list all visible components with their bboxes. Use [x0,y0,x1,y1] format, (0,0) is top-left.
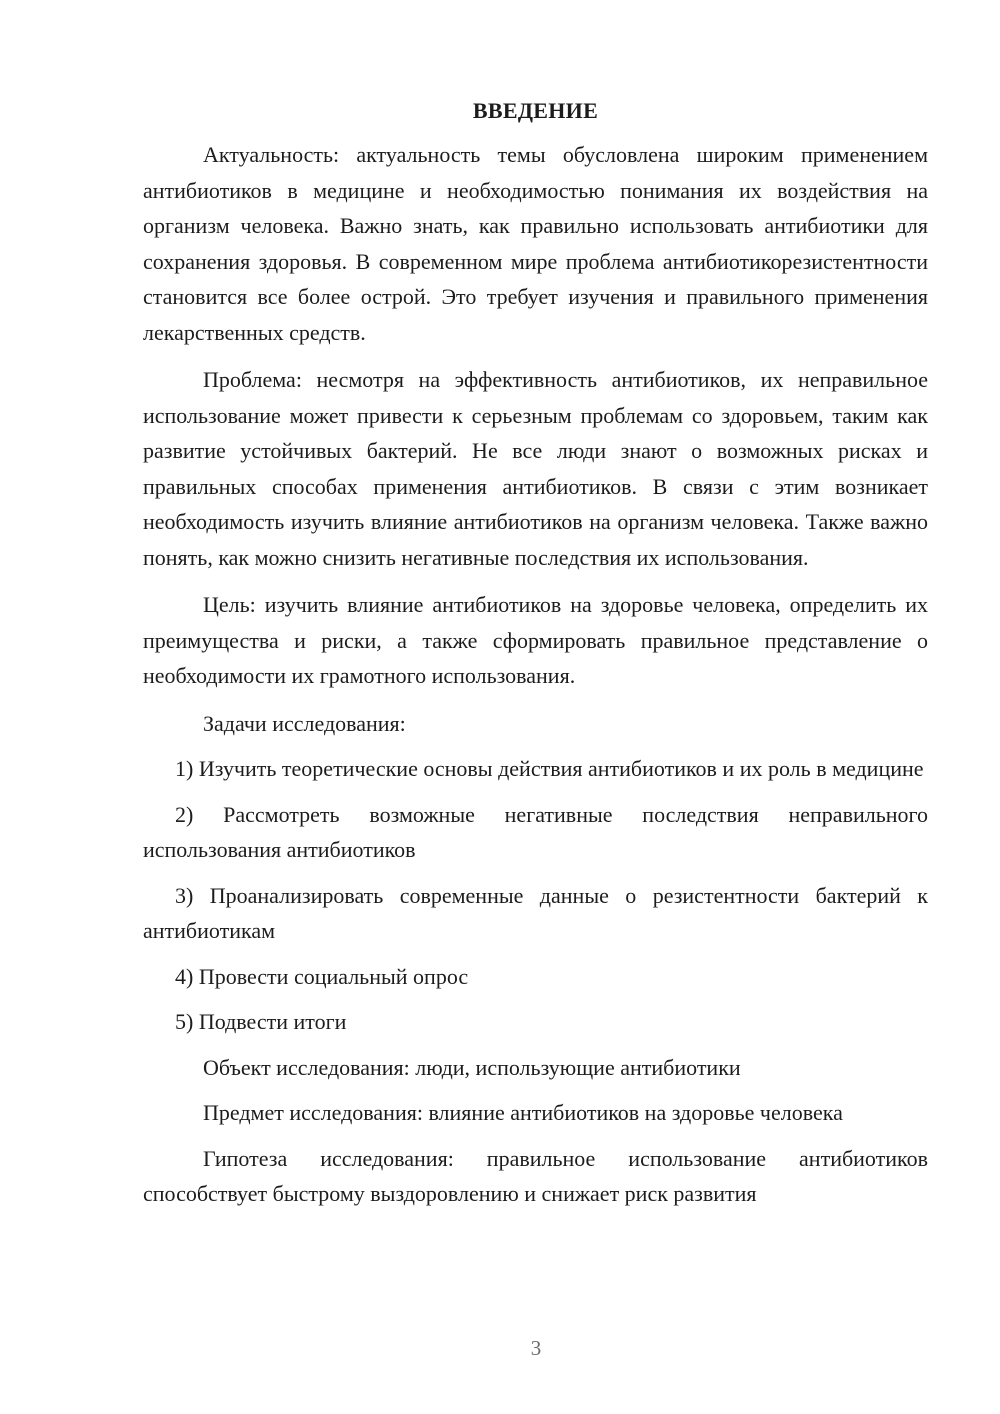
list-item: 3) Проанализировать современные данные о резистентности бактерий к антибиотикам [143,882,928,943]
tasks-heading: Задачи исследования: [203,710,406,736]
hypothesis-paragraph: Гипотеза исследования: правильное использование антибиотиков способствует быстрому выздоровлению и снижает риск развития [143,1145,928,1206]
page-content [143,94,928,1224]
list-item: 4) Провести социальный опрос [175,963,469,989]
subject-paragraph: Предмет исследования: влияние антибиотиков на здоровье человека [203,1100,843,1125]
relevance-paragraph: Актуальность: актуальность темы обусловлена широким применением антибиотиков в медицине и необходимостью понимания их воздействия на организм человека. Важно знать, как правильно использовать антибиотики для сохранения здоровья. В современном мире проблема антибиотикорезистентности становится все более острой. Это требует изучения и правильного применения лекарственных средств. [143,142,928,345]
list-item: 5) Подвести итоги [175,1009,347,1034]
problem-paragraph: Проблема: несмотря на эффективность антибиотиков, их неправильное использование может привести к серьезным проблемам со здоровьем, таким как развитие устойчивых бактерий. Не все люди знают о возможных рисках и правильных способах применения антибиотиков. В связи с этим возникает необходимость изучить влияние антибиотиков на организм человека. Также важно понять, как можно снизить негативные последствия их использования. [143,367,928,570]
page-title: ВВЕДЕНИЕ [472,98,599,123]
list-item: 2) Рассмотреть возможные негативные последствия неправильного использования антибиотиков [143,801,928,862]
tasks-list [143,751,928,1040]
object-paragraph: Объект исследования: люди, использующие антибиотики [203,1054,741,1080]
list-item: 1) Изучить теоретические основы действия антибиотиков и их роль в медицине [175,756,924,781]
page-number: 3 [530,1336,542,1360]
goal-paragraph: Цель: изучить влияние антибиотиков на здоровье человека, определить их преимущества и риски, а также сформировать правильное представление о необходимости их грамотного использования. [143,592,928,688]
